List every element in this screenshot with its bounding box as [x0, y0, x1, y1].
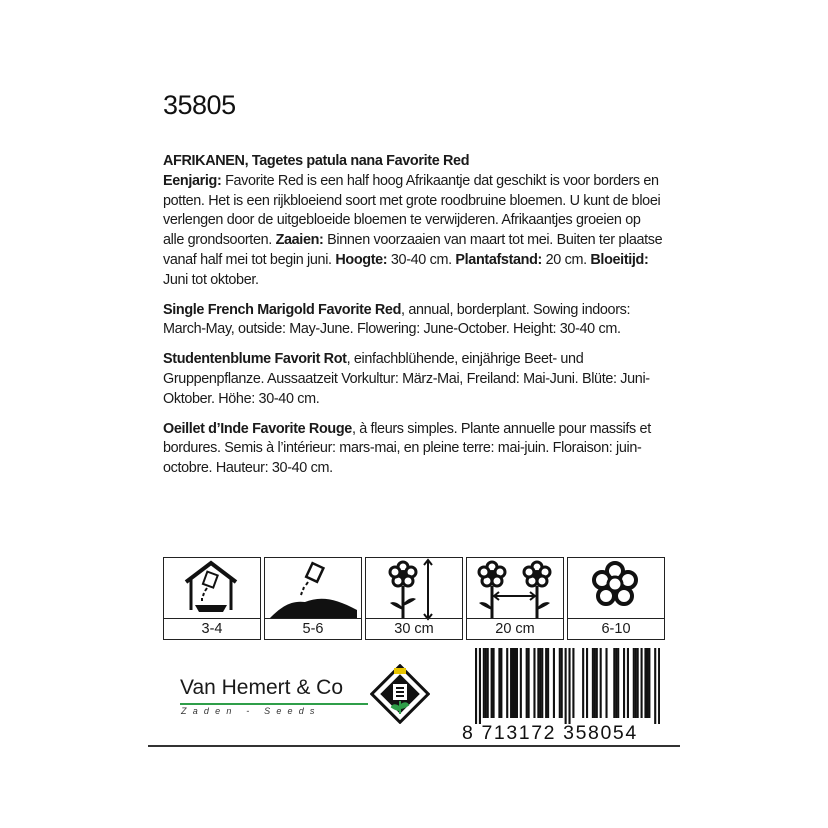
barcode-bar [627, 648, 629, 718]
dutch-text: Favorite Red is een half hoog Afrikaantje dat geschikt is voor borders en potten. Het is een rijkbloeiend soort met grote roodbruine bloemen. U kunt de bloei verlengen door de uitgebloeide bloemen te verwijderen. Afrikaantjes groeien op alle grondsoorten. [163, 172, 661, 249]
dutch-text: Juni tot oktober. [163, 271, 259, 288]
barcode-bar [516, 648, 518, 718]
barcode-bar [498, 648, 500, 718]
barcode-bar [658, 648, 660, 724]
barcode-bar [654, 648, 656, 724]
icon-box-spacing [466, 557, 564, 640]
barcode-bar [641, 648, 643, 718]
french-name: Oeillet d’Inde Favorite Rouge [163, 420, 352, 437]
english-paragraph [163, 301, 663, 341]
barcode-bar [644, 648, 646, 718]
barcode-bar [613, 648, 615, 718]
barcode [475, 648, 660, 724]
french-text: , à fleurs simples. Plante annuelle pour massifs et bordures. Semis à l’intérieur: mars-mai, en pleine terre: mai-juin. Floraison: juin-octobre. Hauteur: 30-40 cm. [163, 420, 651, 477]
barcode-bar [528, 648, 530, 718]
dutch-text: 20 cm. [542, 251, 591, 268]
dutch-label-bloeitijd: Bloeitijd: [590, 251, 649, 268]
barcode-bar [648, 648, 650, 718]
barcode-bar [526, 648, 528, 718]
barcode-bar [483, 648, 485, 718]
german-name: Studentenblume Favorit Rot [163, 351, 347, 368]
icon-label: 30 cm [366, 618, 462, 639]
barcode-bar [635, 648, 637, 718]
barcode-bar [596, 648, 598, 718]
barcode-bar [646, 648, 648, 718]
icon-box-flowering [567, 557, 665, 640]
english-text: , annual, borderplant. Sowing indoors: March-May, outside: May-June. Flowering: June-October. Height: 30-40 cm. [163, 301, 631, 338]
brand-underline [180, 703, 368, 705]
barcode-bar [500, 648, 502, 718]
dutch-label-hoogte: Hoogte: [335, 251, 388, 268]
barcode-bar [600, 648, 602, 718]
barcode-bar [605, 648, 607, 718]
bottom-rule [148, 745, 680, 747]
barcode-bar [594, 648, 596, 718]
icon-label: 20 cm [467, 618, 563, 639]
barcode-bar [586, 648, 588, 718]
dutch-label-eenjarig: Eenjarig: [163, 172, 222, 189]
barcode-bar [533, 648, 535, 718]
barcode-bar [506, 648, 508, 718]
dutch-label-zaaien: Zaaien: [275, 232, 324, 249]
plant-spacing-icon [467, 558, 562, 621]
brand-tagline: Zaden - Seeds [181, 706, 321, 716]
french-paragraph [163, 420, 663, 479]
description [163, 152, 663, 489]
barcode-bar [475, 648, 477, 724]
outdoor-sowing-icon [265, 558, 360, 621]
barcode-bar [539, 648, 541, 718]
barcode-bar [559, 648, 561, 718]
barcode-bar [547, 648, 549, 718]
barcode-bar [491, 648, 493, 718]
product-code: 35805 [163, 90, 236, 120]
english-name: Single French Marigold Favorite Red [163, 301, 402, 318]
barcode-bar [561, 648, 563, 718]
icon-box-height [365, 557, 463, 640]
icon-label: 6-10 [568, 618, 664, 639]
plant-height-icon [366, 558, 461, 621]
barcode-bar [572, 648, 574, 718]
barcode-bar [615, 648, 617, 718]
barcode-bar [568, 648, 570, 724]
barcode-bar [510, 648, 512, 718]
barcode-bar [545, 648, 547, 718]
barcode-bar [512, 648, 514, 718]
flowering-icon [568, 558, 663, 621]
barcode-bar [487, 648, 489, 718]
barcode-bar [493, 648, 495, 718]
dutch-paragraph [163, 152, 663, 291]
brand-name: Van Hemert & Co [180, 676, 344, 699]
barcode-bar [541, 648, 543, 718]
icon-box-outdoor [264, 557, 362, 640]
barcode-bar [623, 648, 625, 718]
dutch-title: AFRIKANEN, Tagetes patula nana Favorite Red [163, 153, 470, 169]
dutch-label-plantafstand: Plantafstand: [455, 251, 542, 268]
barcode-bar [617, 648, 619, 718]
dutch-text: Binnen voorzaaien van maart tot mei. Buiten ter plaatse vanaf half mei tot begin juni. [163, 232, 663, 268]
barcode-bar [592, 648, 594, 718]
barcode-bar [633, 648, 635, 718]
barcode-bar [479, 648, 481, 724]
barcode-bar [520, 648, 522, 718]
icon-box-greenhouse [163, 557, 261, 640]
dutch-text: 30-40 cm. [387, 251, 456, 268]
quality-seal-icon [370, 664, 430, 724]
growing-icons [163, 557, 663, 640]
barcode-bar [582, 648, 584, 718]
barcode-number: 8 713172 358054 [462, 722, 638, 744]
icon-label: 3-4 [164, 618, 260, 639]
barcode-bar [485, 648, 487, 718]
barcode-bar [537, 648, 539, 718]
greenhouse-sowing-icon [164, 558, 259, 621]
barcode-bar [565, 648, 567, 724]
barcode-bar [637, 648, 639, 718]
barcode-bar [514, 648, 516, 718]
icon-label: 5-6 [265, 618, 361, 639]
german-paragraph [163, 350, 663, 409]
german-text: , einfachblühende, einjährige Beet- und Gruppenpflanze. Aussaatzeit Vorkultur: März-Mai, Freiland: Mai-Juni. Blüte: Juni-Oktober. Höhe: 30-40 cm. [163, 351, 650, 407]
barcode-bar [553, 648, 555, 718]
